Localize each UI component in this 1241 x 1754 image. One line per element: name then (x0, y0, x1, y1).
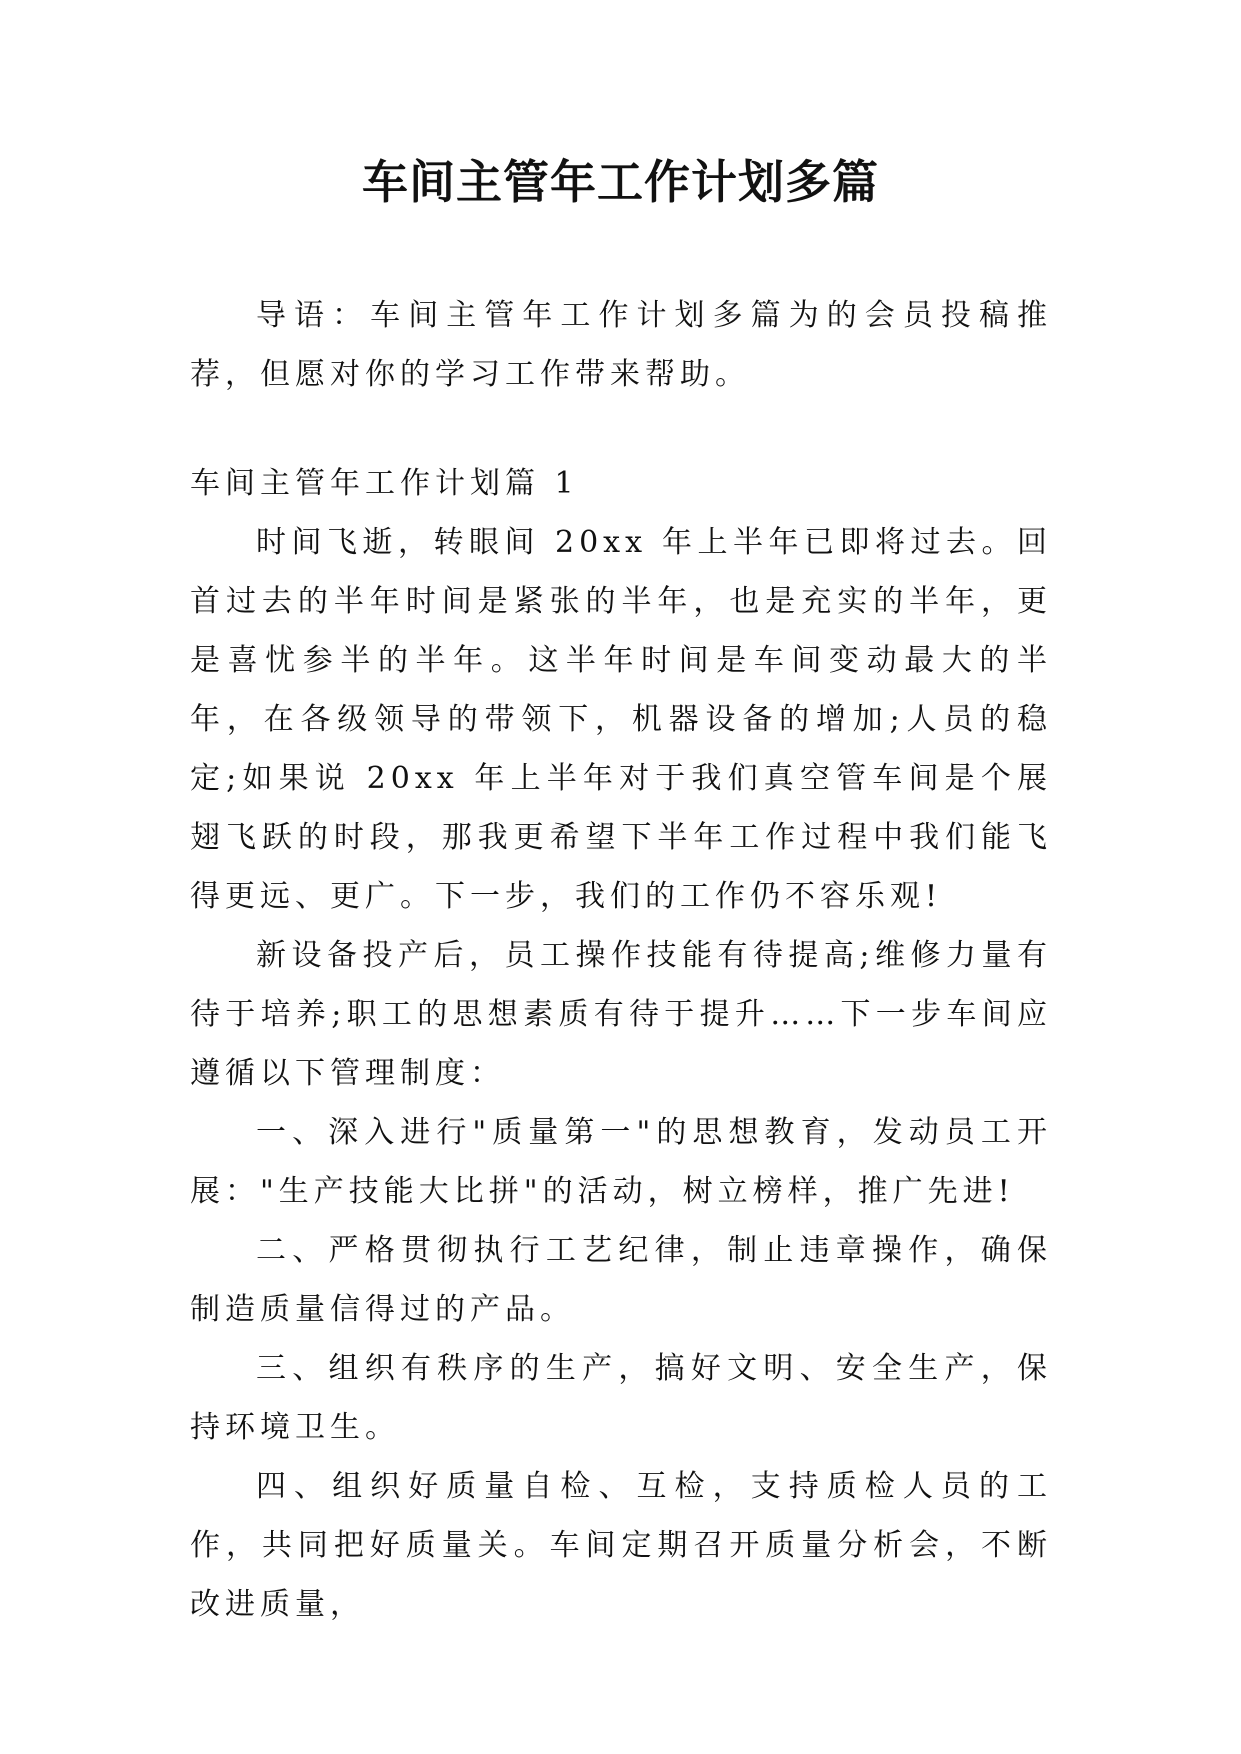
body-paragraph: 时间飞逝，转眼间 20xx 年上半年已即将过去。回首过去的半年时间是紧张的半年，也是充实的半年，更是喜忧参半的半年。这半年时间是车间变动最大的半年，在各级领导的带领下，机器设备的增加;人员的稳定;如果说 20xx 年上半年对于我们真空管车间是个展翅飞跃的时段，那我更希望下半年工作过程中我们能飞得更远、更广。下一步，我们的工作仍不容乐观! (190, 525, 1052, 914)
body-paragraph: 一、深入进行"质量第一"的思想教育，发动员工开展："生产技能大比拼"的活动，树立榜样，推广先进! (190, 1115, 1052, 1209)
body-paragraph: 新设备投产后，员工操作技能有待提高;维修力量有待于培养;职工的思想素质有待于提升……下一步车间应遵循以下管理制度： (190, 938, 1052, 1091)
body-paragraph: 三、组织有秩序的生产，搞好文明、安全生产，保持环境卫生。 (190, 1351, 1052, 1445)
intro-paragraph: 导语：车间主管年工作计划多篇为的会员投稿推荐，但愿对你的学习工作带来帮助。 (190, 298, 1052, 392)
body-paragraph: 四、组织好质量自检、互检，支持质检人员的工作，共同把好质量关。车间定期召开质量分析会，不断改进质量， (190, 1469, 1052, 1622)
body-paragraph: 二、严格贯彻执行工艺纪律，制止违章操作，确保制造质量信得过的产品。 (190, 1233, 1052, 1327)
document-body (190, 286, 1052, 1634)
document-title: 车间主管年工作计划多篇 (362, 155, 879, 209)
section-heading: 车间主管年工作计划篇 1 (190, 466, 579, 501)
